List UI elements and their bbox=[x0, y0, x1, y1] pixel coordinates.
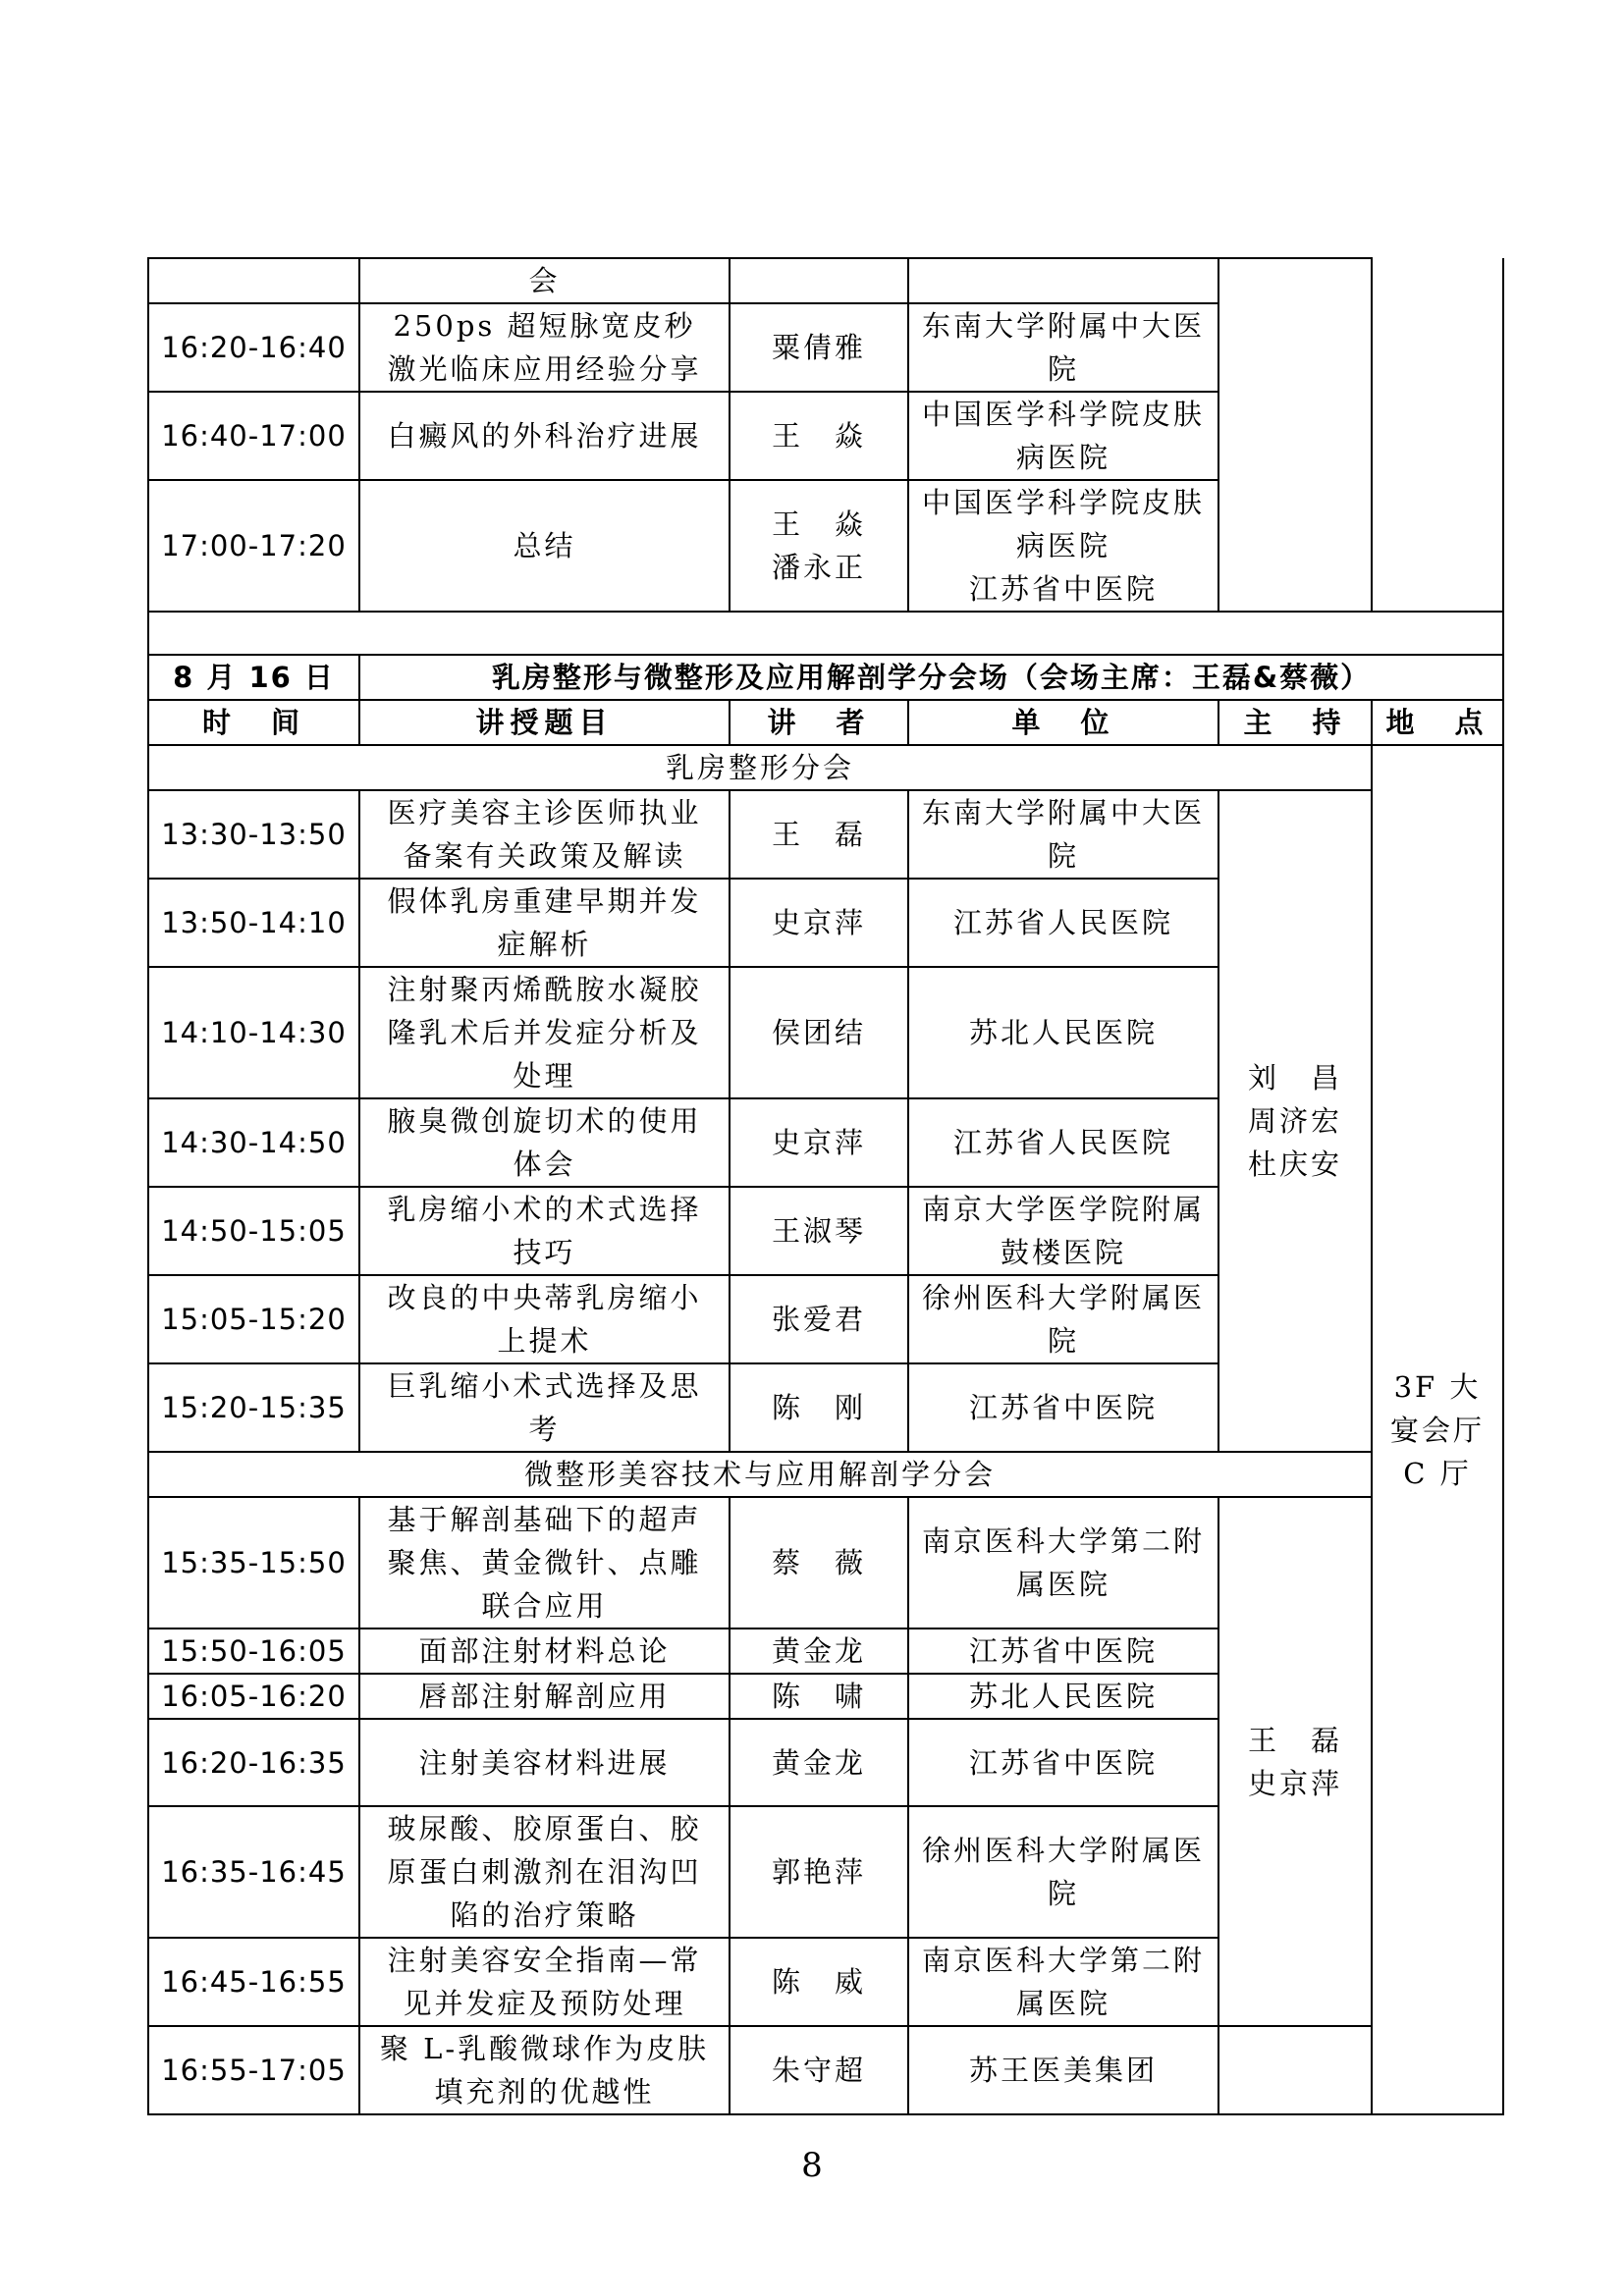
subsession-title: 微整形美容技术与应用解剖学分会 bbox=[148, 1452, 1372, 1497]
speaker-name: 潘永正 bbox=[771, 551, 866, 584]
time-cell: 15:50-16:05 bbox=[148, 1629, 359, 1674]
unit-cell: 南京医科大学第二附属医院 bbox=[908, 1938, 1218, 2026]
title-cell: 腋臭微创旋切术的使用体会 bbox=[359, 1098, 730, 1187]
title-cell: 巨乳缩小术式选择及思考 bbox=[359, 1363, 730, 1452]
speaker-cell: 侯团结 bbox=[730, 967, 908, 1098]
speaker-cell: 蔡 薇 bbox=[730, 1497, 908, 1629]
speaker-cell: 陈 刚 bbox=[730, 1363, 908, 1452]
host-cell-empty bbox=[1218, 2026, 1372, 2114]
unit-cell: 江苏省中医院 bbox=[908, 1719, 1218, 1806]
speaker-cell: 张爱君 bbox=[730, 1275, 908, 1363]
time-cell: 14:50-15:05 bbox=[148, 1187, 359, 1275]
host-cell bbox=[1218, 1497, 1372, 2026]
time-cell bbox=[148, 258, 359, 303]
title-cell: 注射美容材料进展 bbox=[359, 1719, 730, 1806]
speaker-cell: 史京萍 bbox=[730, 879, 908, 967]
time-cell: 14:10-14:30 bbox=[148, 967, 359, 1098]
title-cell: 改良的中央蒂乳房缩小上提术 bbox=[359, 1275, 730, 1363]
host-name: 王 磊 bbox=[1247, 1723, 1342, 1757]
title-cell: 会 bbox=[359, 258, 730, 303]
title-cell: 假体乳房重建早期并发症解析 bbox=[359, 879, 730, 967]
title-cell: 总结 bbox=[359, 480, 730, 612]
speaker-name: 王 焱 bbox=[771, 507, 866, 541]
unit-cell: 江苏省人民医院 bbox=[908, 879, 1218, 967]
unit-cell: 江苏省中医院 bbox=[908, 1629, 1218, 1674]
speaker-cell: 王淑琴 bbox=[730, 1187, 908, 1275]
speaker-cell: 王 焱 bbox=[730, 392, 908, 480]
speaker-cell: 史京萍 bbox=[730, 1098, 908, 1187]
host-cell-prev bbox=[1218, 258, 1372, 612]
header-time: 时 间 bbox=[148, 700, 359, 745]
time-cell: 16:45-16:55 bbox=[148, 1938, 359, 2026]
schedule-table bbox=[147, 257, 1504, 2115]
time-cell: 16:05-16:20 bbox=[148, 1674, 359, 1719]
time-cell: 16:20-16:40 bbox=[148, 303, 359, 392]
speaker-cell: 郭艳萍 bbox=[730, 1806, 908, 1938]
speaker-cell: 黄金龙 bbox=[730, 1719, 908, 1806]
host-name: 周济宏 bbox=[1247, 1104, 1342, 1138]
time-cell: 16:20-16:35 bbox=[148, 1719, 359, 1806]
time-cell: 15:05-15:20 bbox=[148, 1275, 359, 1363]
title-cell: 唇部注射解剖应用 bbox=[359, 1674, 730, 1719]
unit-cell: 江苏省中医院 bbox=[908, 1363, 1218, 1452]
unit-cell: 苏王医美集团 bbox=[908, 2026, 1218, 2114]
unit-cell: 江苏省人民医院 bbox=[908, 1098, 1218, 1187]
title-cell: 乳房缩小术的术式选择技巧 bbox=[359, 1187, 730, 1275]
spacer-row bbox=[148, 612, 1503, 655]
time-cell: 17:00-17:20 bbox=[148, 480, 359, 612]
time-cell: 13:50-14:10 bbox=[148, 879, 359, 967]
unit-cell: 南京医科大学第二附属医院 bbox=[908, 1497, 1218, 1629]
time-cell: 16:55-17:05 bbox=[148, 2026, 359, 2114]
title-cell: 注射聚丙烯酰胺水凝胶隆乳术后并发症分析及处理 bbox=[359, 967, 730, 1098]
unit-cell: 东南大学附属中大医院 bbox=[908, 790, 1218, 879]
location-cell-prev bbox=[1372, 258, 1503, 612]
title-cell: 基于解剖基础下的超声聚焦、黄金微针、点雕联合应用 bbox=[359, 1497, 730, 1629]
title-cell: 玻尿酸、胶原蛋白、胶原蛋白刺激剂在泪沟凹陷的治疗策略 bbox=[359, 1806, 730, 1938]
host-name: 刘 昌 bbox=[1247, 1061, 1342, 1095]
page-number: 8 bbox=[801, 2146, 823, 2185]
speaker-cell: 粟倩雅 bbox=[730, 303, 908, 392]
title-cell: 250ps 超短脉宽皮秒激光临床应用经验分享 bbox=[359, 303, 730, 392]
session-title: 乳房整形与微整形及应用解剖学分会场（会场主席：王磊&蔡薇） bbox=[359, 655, 1503, 700]
unit-cell: 中国医学科学院皮肤病医院 bbox=[908, 392, 1218, 480]
header-host: 主 持 bbox=[1218, 700, 1372, 745]
header-location: 地 点 bbox=[1372, 700, 1503, 745]
title-cell: 面部注射材料总论 bbox=[359, 1629, 730, 1674]
host-name: 杜庆安 bbox=[1247, 1148, 1342, 1181]
header-unit: 单 位 bbox=[908, 700, 1218, 745]
unit-cell: 徐州医科大学附属医院 bbox=[908, 1806, 1218, 1938]
speaker-cell bbox=[730, 258, 908, 303]
unit-cell: 中国医学科学院皮肤病医院 江苏省中医院 bbox=[908, 480, 1218, 612]
speaker-cell: 黄金龙 bbox=[730, 1629, 908, 1674]
unit-cell: 徐州医科大学附属医院 bbox=[908, 1275, 1218, 1363]
time-cell: 14:30-14:50 bbox=[148, 1098, 359, 1187]
title-cell: 聚 L-乳酸微球作为皮肤填充剂的优越性 bbox=[359, 2026, 730, 2114]
header-title: 讲授题目 bbox=[359, 700, 730, 745]
session-date: 8 月 16 日 bbox=[148, 655, 359, 700]
header-speaker: 讲 者 bbox=[730, 700, 908, 745]
title-cell: 医疗美容主诊医师执业备案有关政策及解读 bbox=[359, 790, 730, 879]
time-cell: 16:35-16:45 bbox=[148, 1806, 359, 1938]
host-cell bbox=[1218, 790, 1372, 1452]
unit-cell: 东南大学附属中大医院 bbox=[908, 303, 1218, 392]
speaker-cell: 陈 啸 bbox=[730, 1674, 908, 1719]
location-cell: 3F 大宴会厅 C 厅 bbox=[1372, 745, 1503, 2114]
time-cell: 15:20-15:35 bbox=[148, 1363, 359, 1452]
title-cell: 注射美容安全指南—常见并发症及预防处理 bbox=[359, 1938, 730, 2026]
unit-cell: 苏北人民医院 bbox=[908, 1674, 1218, 1719]
speaker-cell: 朱守超 bbox=[730, 2026, 908, 2114]
subsession-title: 乳房整形分会 bbox=[148, 745, 1372, 790]
speaker-cell bbox=[730, 480, 908, 612]
time-cell: 15:35-15:50 bbox=[148, 1497, 359, 1629]
title-cell: 白癜风的外科治疗进展 bbox=[359, 392, 730, 480]
time-cell: 13:30-13:50 bbox=[148, 790, 359, 879]
speaker-cell: 王 磊 bbox=[730, 790, 908, 879]
unit-cell: 南京大学医学院附属鼓楼医院 bbox=[908, 1187, 1218, 1275]
speaker-cell: 陈 威 bbox=[730, 1938, 908, 2026]
time-cell: 16:40-17:00 bbox=[148, 392, 359, 480]
unit-cell: 苏北人民医院 bbox=[908, 967, 1218, 1098]
unit-cell bbox=[908, 258, 1218, 303]
host-name: 史京萍 bbox=[1247, 1766, 1342, 1800]
